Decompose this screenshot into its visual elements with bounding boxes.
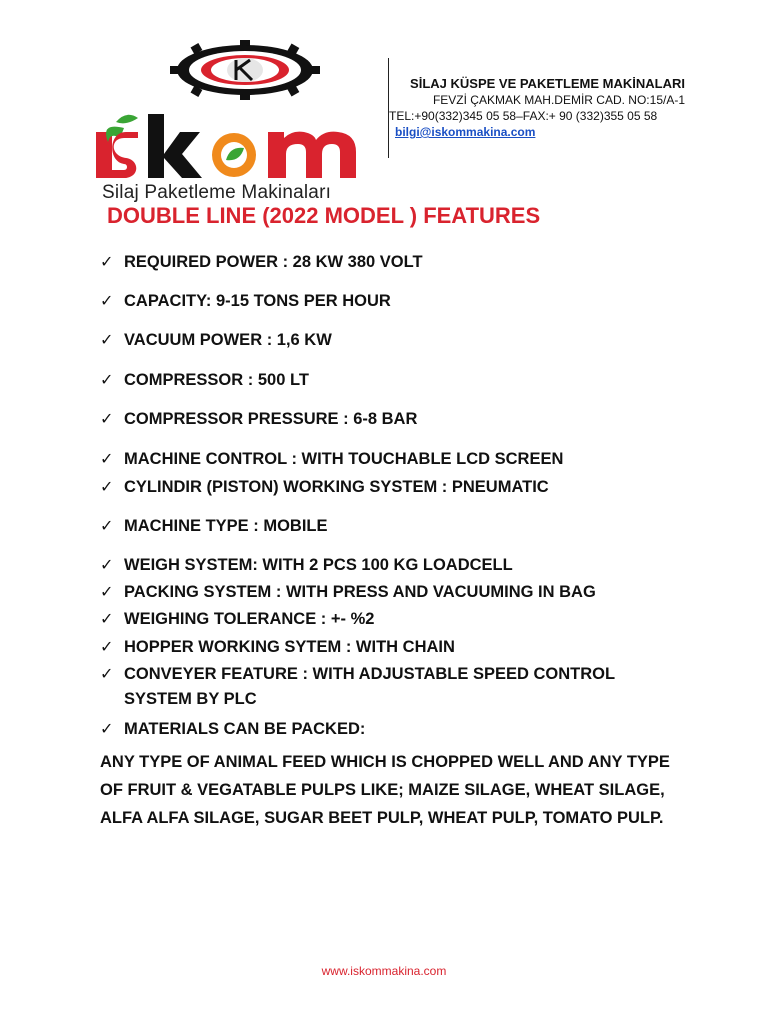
footer-website-link[interactable]: www.iskommakina.com <box>321 964 447 978</box>
feature-text: CAPACITY: 9-15 TONS PER HOUR <box>124 292 391 310</box>
materials-description: ANY TYPE OF ANIMAL FEED WHICH IS CHOPPED WELL AND ANY TYPE OF FRUIT & VEGATABLE PULPS LIKE; MAIZE SILAGE, WHEAT SILAGE, ALFA ALFA SILAGE, SUGAR BEET PULP, WHEAT PULP, TOMATO PULP. <box>100 753 670 827</box>
checkmark-icon: ✓ <box>100 479 114 496</box>
feature-text: MATERIALS CAN BE PACKED: <box>124 720 366 738</box>
feature-text-continuation: SYSTEM BY PLC <box>124 690 257 708</box>
feature-item <box>100 252 423 272</box>
feature-text: COMPRESSOR PRESSURE : 6-8 BAR <box>124 410 418 428</box>
feature-text: HOPPER WORKING SYTEM : WITH CHAIN <box>124 638 455 656</box>
checkmark-icon: ✓ <box>100 721 114 738</box>
feature-item <box>100 370 309 390</box>
company-info <box>389 76 685 140</box>
company-address: FEVZİ ÇAKMAK MAH.DEMİR CAD. NO:15/A-1 <box>432 93 685 107</box>
feature-item <box>100 449 563 469</box>
feature-item <box>100 637 455 657</box>
gear-emblem-icon <box>170 40 320 100</box>
checkmark-icon: ✓ <box>100 584 114 601</box>
checkmark-icon: ✓ <box>100 411 114 428</box>
feature-item <box>100 330 332 350</box>
feature-item <box>100 609 374 629</box>
checkmark-icon: ✓ <box>100 666 114 683</box>
feature-item <box>100 409 417 429</box>
feature-text: REQUIRED POWER : 28 KW 380 VOLT <box>124 253 423 271</box>
feature-text: WEIGHING TOLERANCE : +- %2 <box>124 610 375 628</box>
feature-text: VACUUM POWER : 1,6 KW <box>124 331 332 349</box>
logo-tagline: Silaj Paketleme Makinaları <box>102 182 332 203</box>
feature-item <box>100 582 596 602</box>
checkmark-icon: ✓ <box>100 518 114 535</box>
feature-text: CYLINDIR (PISTON) WORKING SYSTEM : PNEUMATIC <box>124 478 549 496</box>
company-logo <box>90 40 390 203</box>
checkmark-icon: ✓ <box>100 557 114 574</box>
feature-item <box>100 555 513 575</box>
feature-item <box>100 477 549 497</box>
feature-text: MACHINE CONTROL : WITH TOUCHABLE LCD SCREEN <box>124 450 564 468</box>
feature-text: WEIGH SYSTEM: WITH 2 PCS 100 KG LOADCELL <box>124 556 513 574</box>
feature-text: CONVEYER FEATURE : WITH ADJUSTABLE SPEED CONTROL <box>124 665 616 683</box>
checkmark-icon: ✓ <box>100 372 114 389</box>
checkmark-icon: ✓ <box>100 639 114 656</box>
company-email-link[interactable]: bilgi@iskommakina.com <box>395 125 536 139</box>
iskom-wordmark <box>90 92 390 184</box>
checkmark-icon: ✓ <box>100 451 114 468</box>
feature-item <box>100 516 328 536</box>
checkmark-icon: ✓ <box>100 293 114 310</box>
checkmark-icon: ✓ <box>100 254 114 271</box>
feature-text: MACHINE TYPE : MOBILE <box>124 517 328 535</box>
feature-item <box>100 719 365 739</box>
feature-text: COMPRESSOR : 500 LT <box>124 371 309 389</box>
checkmark-icon: ✓ <box>100 332 114 349</box>
company-name: SİLAJ KÜSPE VE PAKETLEME MAKİNALARI <box>410 76 685 91</box>
checkmark-icon: ✓ <box>100 611 114 628</box>
company-phone: TEL:+90(332)345 05 58–FAX:+ 90 (332)355 05 58 <box>389 109 658 123</box>
feature-item <box>100 664 615 709</box>
feature-text: PACKING SYSTEM : WITH PRESS AND VACUUMING IN BAG <box>124 583 596 601</box>
page-title: DOUBLE LINE (2022 MODEL ) FEATURES <box>107 203 541 228</box>
feature-item <box>100 291 391 311</box>
